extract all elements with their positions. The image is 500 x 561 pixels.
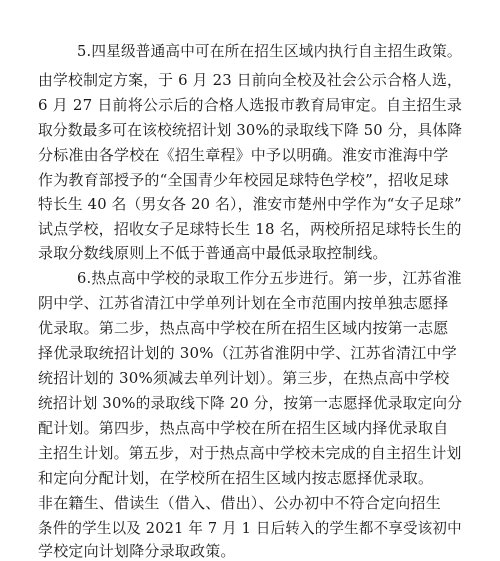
text-line: 学校定向计划降分录取政策。 [38, 542, 236, 560]
text-line: 6.热点高中学校的录取工作分五步进行。第一步，江苏省淮 [77, 269, 462, 287]
text-line: 试点学校，招收女子足球特长生 18 名，两校所招足球特长生的 [38, 220, 462, 238]
text-line: 统招计划 30%的录取线下降 20 分，按第一志愿择优录取定向分 [38, 394, 463, 412]
text-line: 统招计划的 30%须减去单列计划）。第三步，在热点高中学校 [38, 369, 450, 387]
text-line: 阴中学、江苏省清江中学单列计划在全市范围内按单独志愿择 [38, 294, 449, 312]
text-line: 择优录取统招计划的 30%（江苏省淮阴中学、江苏省清江中学 [38, 344, 457, 362]
text-line: 和定向分配计划，在学校所在招生区域内按志愿择优录取。 [38, 469, 434, 487]
text-line: 录取分数线原则上不低于普通高中最低录取控制线。 [38, 244, 388, 262]
text-line: 配计划。第四步，热点高中学校在所在招生区域内择优录取自 [38, 419, 449, 437]
text-line: 由学校制定方案，于 6 月 23 日前向全校及社会公示合格人选， [38, 71, 463, 89]
text-line: 取分数最多可在该校统招计划 30%的录取线下降 50 分，具体降 [38, 121, 463, 139]
text-line: 主招生计划。第五步，对于热点高中学校未完成的自主招生计划 [38, 444, 462, 462]
text-line: 5.四星级普通高中可在所在招生区域内执行自主招生政策。 [77, 42, 462, 60]
text-line: 作为教育部授予的“全国青少年校园足球特色学校”，招收足球 [38, 171, 449, 189]
text-line: 6 月 27 日前将公示后的合格人选报市教育局审定。自主招生录 [38, 96, 463, 114]
text-line: 特长生 40 名（男女各 20 名），淮安市楚州中学作为“女子足球” [38, 195, 462, 213]
text-line: 条件的学生以及 2021 年 7 月 1 日后转入的学生都不享受该初中 [38, 519, 462, 537]
text-line: 优录取。第二步，热点高中学校在所在招生区域内按第一志愿 [38, 319, 449, 337]
text-line: 分标准由各学校在《招生章程》中予以明确。淮安市淮海中学 [38, 146, 449, 164]
text-line: 非在籍生、借读生（借入、借出）、公办初中不符合定向招生 [38, 494, 441, 512]
